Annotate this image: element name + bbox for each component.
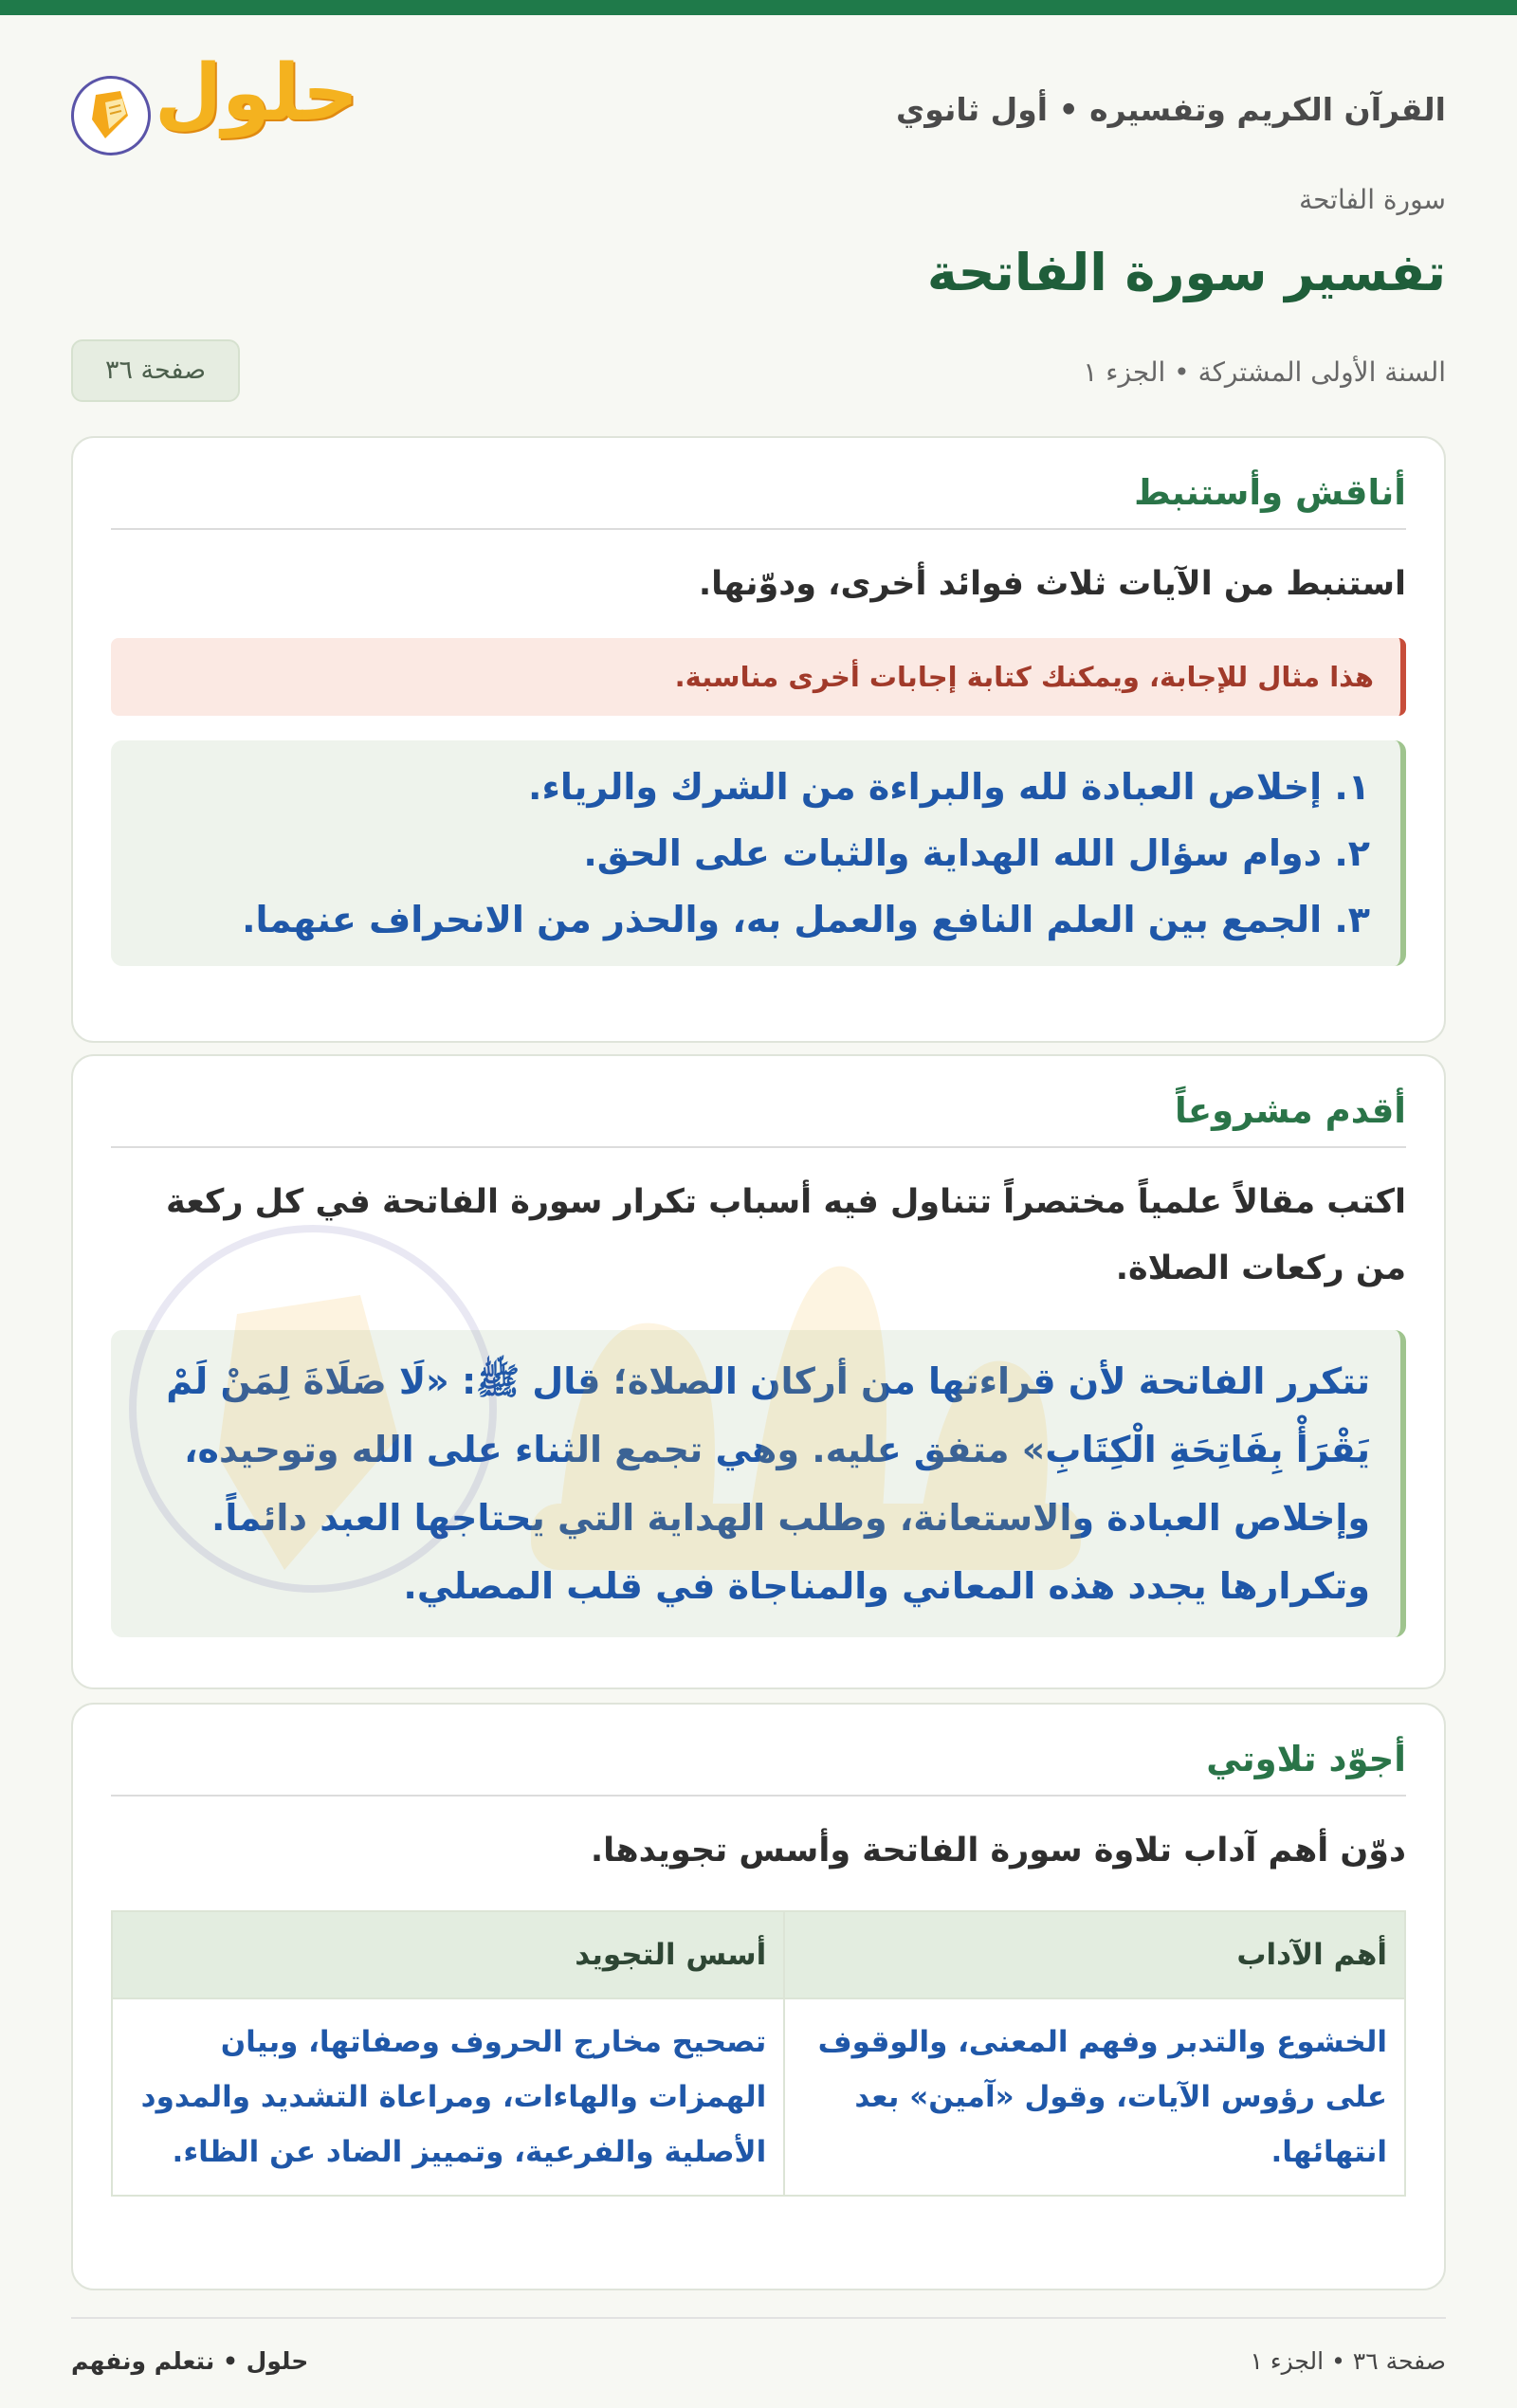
header [71, 48, 1446, 157]
question-text: دوّن أهم آداب تلاوة سورة الفاتحة وأسس تجويدها. [590, 1832, 1406, 1870]
section-title: أناقش وأستنبط [111, 438, 1406, 530]
footer-divider [71, 2317, 1446, 2319]
discuss-section [71, 436, 1446, 1043]
list-item: ٢. دوام سؤال الله الهداية والثبات على الحق. [583, 832, 1370, 874]
answer-list [111, 740, 1406, 966]
logo-text: حلول [155, 48, 359, 138]
table-header-row [112, 1911, 1405, 1998]
breadcrumb: سورة الفاتحة [1299, 184, 1446, 215]
table-cell: تصحيح مخارج الحروف وصفاتها، وبيان الهمزات والهاءات، ومراعاة التشديد والمدود الأصلية والفرعية، وتمييز الضاد عن الظاء. [112, 1998, 784, 2196]
page-number-badge: صفحة ٣٦ [71, 339, 240, 402]
table-cell: الخشوع والتدبر وفهم المعنى، والوقوف على رؤوس الآيات، وقول «آمين» بعد انتهائها. [784, 1998, 1405, 2196]
footer-brand: حلول • نتعلم ونفهم [71, 2347, 309, 2375]
project-section [71, 1054, 1446, 1689]
list-item: ١. إخلاص العبادة لله والبراءة من الشرك والرياء. [528, 766, 1370, 808]
answer-paragraph: تتكرر الفاتحة لأن قراءتها من أركان الصلاة؛ قال ﷺ: «لَا صَلَاةَ لِمَنْ لَمْ يَقْرَأْ بِفَاتِحَةِ الْكِتَابِ» متفق عليه. وهي تجمع الثناء على الله وتوحيده، وإخلاص العبادة والاستعانة، وطلب الهداية التي يحتاجها العبد دائماً. وتكرارها يجدد هذه المعاني والمناجاة في قلب المصلي. [111, 1330, 1406, 1637]
section-title: أقدم مشروعاً [111, 1056, 1406, 1148]
table-header-cell: أهم الآداب [784, 1911, 1405, 1998]
top-accent-bar [0, 0, 1517, 15]
question-text: استنبط من الآيات ثلاث فوائد أخرى، ودوّنها. [698, 565, 1406, 603]
footer-page-info: صفحة ٣٦ • الجزء ١ [1250, 2347, 1446, 2375]
tajweed-table [111, 1910, 1406, 2197]
header-subject: القرآن الكريم وتفسيره • أول ثانوي [896, 91, 1446, 128]
list-item: ٣. الجمع بين العلم النافع والعمل به، والحذر من الانحراف عنهما. [242, 899, 1370, 940]
page [0, 15, 1517, 2408]
logo [71, 48, 359, 157]
recitation-section [71, 1703, 1446, 2290]
book-icon [88, 91, 136, 140]
table-header-cell: أسس التجويد [112, 1911, 784, 1998]
question-text: اكتب مقالاً علمياً مختصراً تتناول فيه أسباب تكرار سورة الفاتحة في كل ركعة من ركعات الصلاة. [166, 1183, 1406, 1287]
page-title: تفسير سورة الفاتحة [926, 243, 1446, 302]
section-title: أجوّد تلاوتي [111, 1705, 1406, 1797]
table-row [112, 1998, 1405, 2196]
page-meta: السنة الأولى المشتركة • الجزء ١ [1083, 356, 1446, 388]
answer-note: هذا مثال للإجابة، ويمكنك كتابة إجابات أخرى مناسبة. [111, 638, 1406, 716]
